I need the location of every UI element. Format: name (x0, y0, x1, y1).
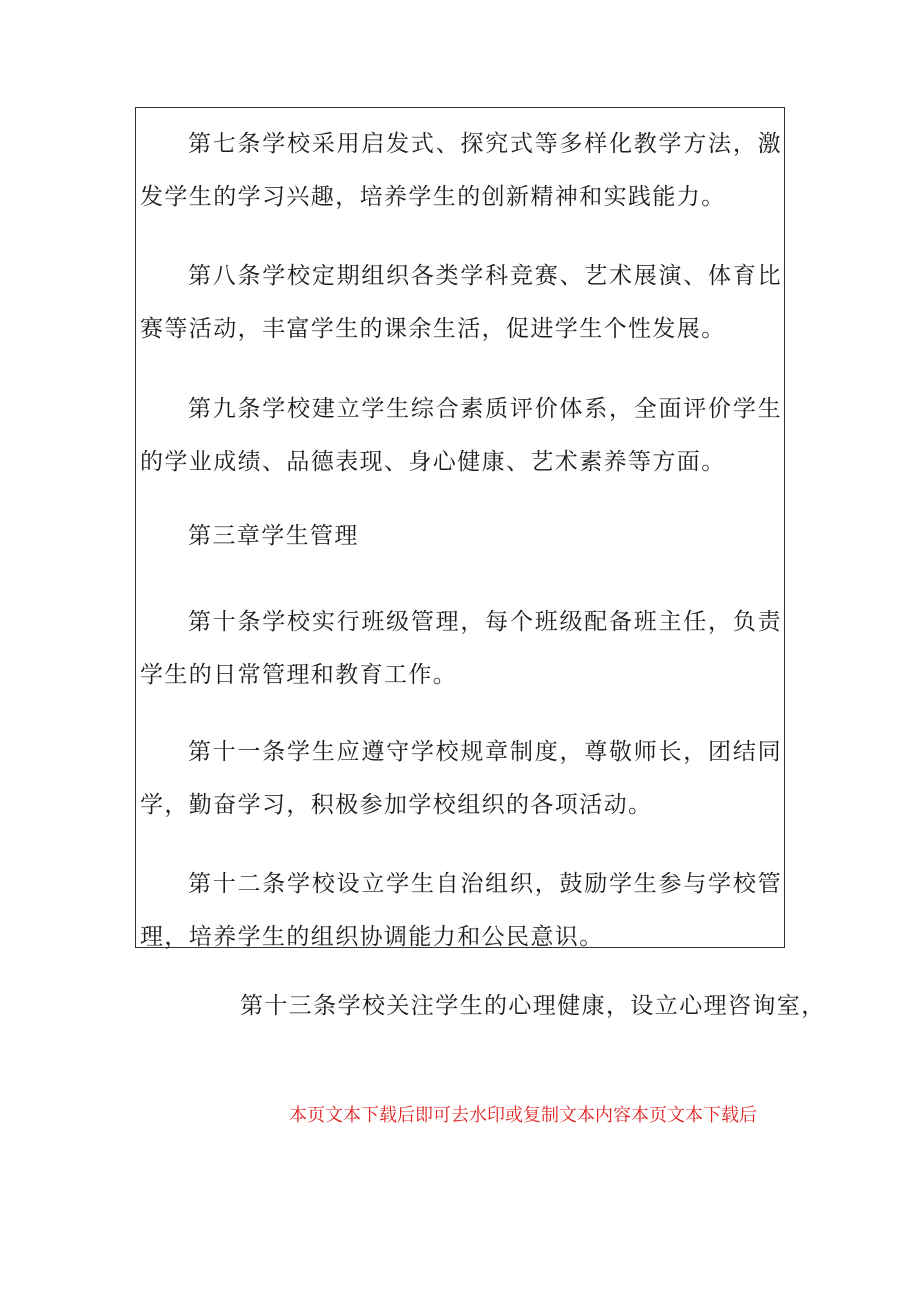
article-7-paragraph: 第七条学校采用启发式、探究式等多样化教学方法，激发学生的学习兴趣，培养学生的创新精神和实践能力。 (140, 131, 782, 210)
article-11-paragraph: 第十一条学生应遵守学校规章制度，尊敬师长，团结同学，勤奋学习，积极参加学校组织的各项活动。 (140, 739, 782, 818)
article-8-paragraph: 第八条学校定期组织各类学科竞赛、艺术展演、体育比赛等活动，丰富学生的课余生活，促进学生个性发展。 (140, 263, 782, 342)
article-9-paragraph: 第九条学校建立学生综合素质评价体系，全面评价学生的学业成绩、品德表现、身心健康、艺术素养等方面。 (140, 396, 782, 475)
chapter-3-heading: 第三章学生管理 (188, 523, 359, 549)
watermark-notice: 本页文本下载后即可去水印或复制文本内容本页文本下载后 (289, 1105, 757, 1126)
article-12-paragraph: 第十二条学校设立学生自治组织，鼓励学生参与学校管理，培养学生的组织协调能力和公民意识。 (140, 871, 782, 950)
bordered-text-box (135, 107, 785, 948)
article-13-paragraph: 第十三条学校关注学生的心理健康，设立心理咨询室， (240, 993, 826, 1019)
article-10-paragraph: 第十条学校实行班级管理，每个班级配备班主任，负责学生的日常管理和教育工作。 (140, 609, 782, 688)
